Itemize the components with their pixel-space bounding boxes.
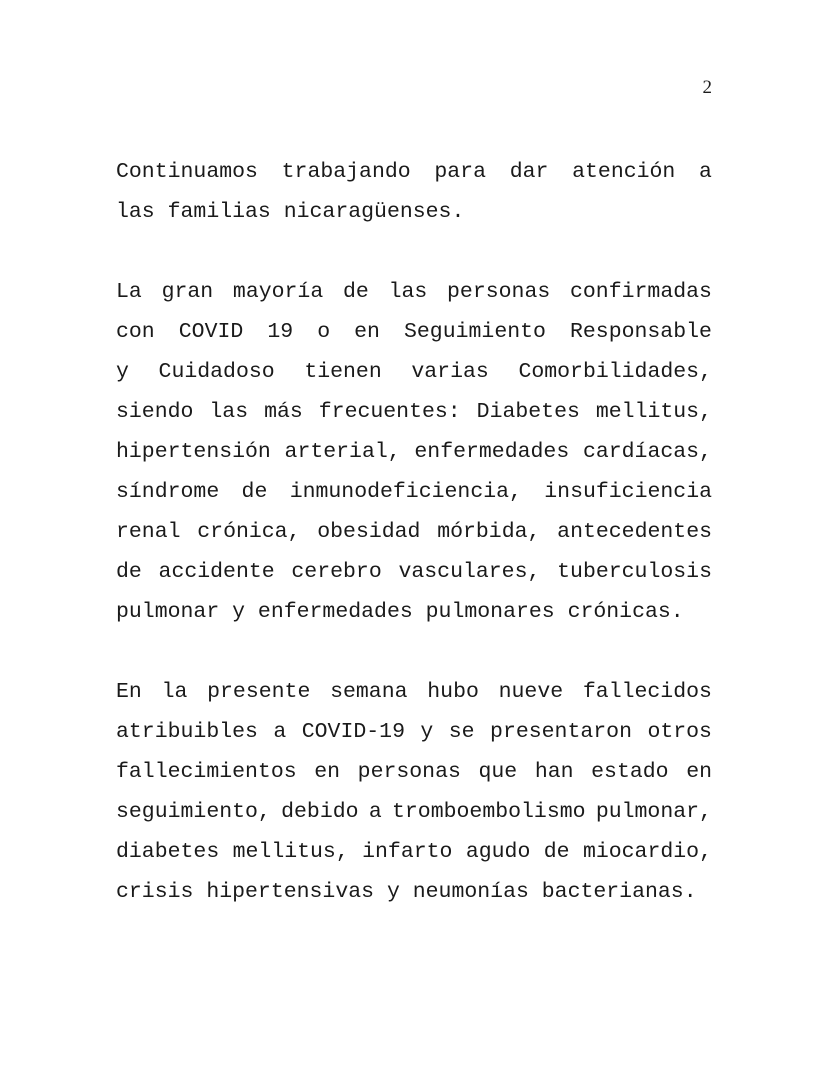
paragraph — [116, 152, 712, 232]
word: Responsable — [569, 320, 712, 344]
word: insuficiencia — [544, 480, 712, 504]
word: semana — [330, 680, 408, 704]
word: hipertensión — [116, 440, 271, 464]
word: otros — [647, 720, 712, 744]
word: para — [434, 160, 486, 184]
word: renal — [116, 520, 181, 544]
text-line — [116, 512, 712, 552]
word: Diabetes — [476, 400, 580, 424]
word: agudo — [465, 840, 531, 864]
word: trabajando — [281, 160, 411, 184]
word: mellitus, — [595, 400, 712, 424]
word: mellitus, — [232, 840, 349, 864]
word: síndrome — [116, 480, 220, 504]
word: a — [368, 800, 382, 824]
text-line: pulmonar y enfermedades pulmonares crónicas. — [116, 600, 684, 624]
word: de — [343, 280, 369, 304]
word: inmunodeficiencia, — [289, 480, 522, 504]
word: frecuentes: — [318, 400, 461, 424]
word: Seguimiento — [404, 320, 546, 344]
word: en — [686, 760, 712, 784]
word: en — [314, 760, 341, 784]
word: gran — [161, 280, 214, 304]
word: o — [317, 320, 331, 344]
paragraph — [116, 272, 712, 632]
text-line — [116, 312, 712, 352]
word: que — [478, 760, 518, 784]
word: Cuidadoso — [158, 360, 275, 384]
document-body — [116, 152, 712, 912]
word: mayoría — [232, 280, 324, 304]
word: diabetes — [116, 840, 220, 864]
word: dar — [509, 160, 549, 184]
word: pulmonar, — [595, 800, 712, 824]
word: arterial, — [284, 440, 401, 464]
word: tienen — [304, 360, 382, 384]
word: y — [420, 720, 434, 744]
page-number: 2 — [702, 77, 712, 98]
word: antecedentes — [557, 520, 712, 544]
word: confirmadas — [570, 280, 712, 304]
word: se — [448, 720, 475, 744]
word: obesidad — [317, 520, 421, 544]
word: mórbida, — [437, 520, 541, 544]
word: miocardio, — [582, 840, 712, 864]
word: hubo — [427, 680, 479, 704]
word: debido — [281, 800, 359, 824]
word: de — [241, 480, 268, 504]
word: vasculares, — [398, 560, 541, 584]
text-line: crisis hipertensivas y neumonías bacterianas. — [116, 880, 697, 904]
word: Comorbilidades, — [518, 360, 712, 384]
word: más — [264, 400, 303, 424]
word: crónica, — [197, 520, 301, 544]
word: las — [388, 280, 428, 304]
text-line — [116, 472, 712, 512]
text-line — [116, 752, 712, 792]
word: personas — [447, 280, 551, 304]
paragraph — [116, 672, 712, 912]
text-line — [116, 552, 712, 592]
word: atribuibles — [116, 720, 258, 744]
word: COVID-19 — [301, 720, 405, 744]
text-line — [116, 712, 712, 752]
word: seguimiento, — [116, 800, 271, 824]
word: presente — [207, 680, 311, 704]
text-line — [116, 832, 712, 872]
word: En — [116, 680, 142, 704]
word: han — [534, 760, 574, 784]
word: Continuamos — [116, 160, 258, 184]
word: infarto — [362, 840, 453, 864]
text-line — [116, 392, 712, 432]
word: presentaron — [490, 720, 632, 744]
word: a — [699, 160, 712, 184]
word: cerebro — [291, 560, 382, 584]
text-line — [116, 792, 712, 832]
word: personas — [357, 760, 461, 784]
word: con — [116, 320, 155, 344]
word: a — [273, 720, 287, 744]
text-line — [116, 272, 712, 312]
word: fallecidos — [582, 680, 712, 704]
word: nueve — [498, 680, 564, 704]
word: 19 — [267, 320, 294, 344]
word: enfermedades — [414, 440, 570, 464]
text-line — [116, 672, 712, 712]
word: de — [116, 560, 142, 584]
text-line — [116, 152, 712, 192]
word: en — [354, 320, 380, 344]
word: cardíacas, — [582, 440, 712, 464]
word: siendo — [116, 400, 194, 424]
word: tuberculosis — [557, 560, 712, 584]
text-line — [116, 352, 712, 392]
word: las — [209, 400, 249, 424]
word: de — [543, 840, 570, 864]
word: atención — [572, 160, 676, 184]
text-line: las familias nicaragüenses. — [116, 200, 465, 224]
word: varias — [411, 360, 489, 384]
word: estado — [591, 760, 669, 784]
word: COVID — [178, 320, 244, 344]
word: accidente — [158, 560, 275, 584]
word: y — [116, 360, 129, 384]
text-line — [116, 432, 712, 472]
word: La — [116, 280, 142, 304]
word: la — [161, 680, 188, 704]
word: tromboembolismo — [392, 800, 586, 824]
word: fallecimientos — [116, 760, 297, 784]
